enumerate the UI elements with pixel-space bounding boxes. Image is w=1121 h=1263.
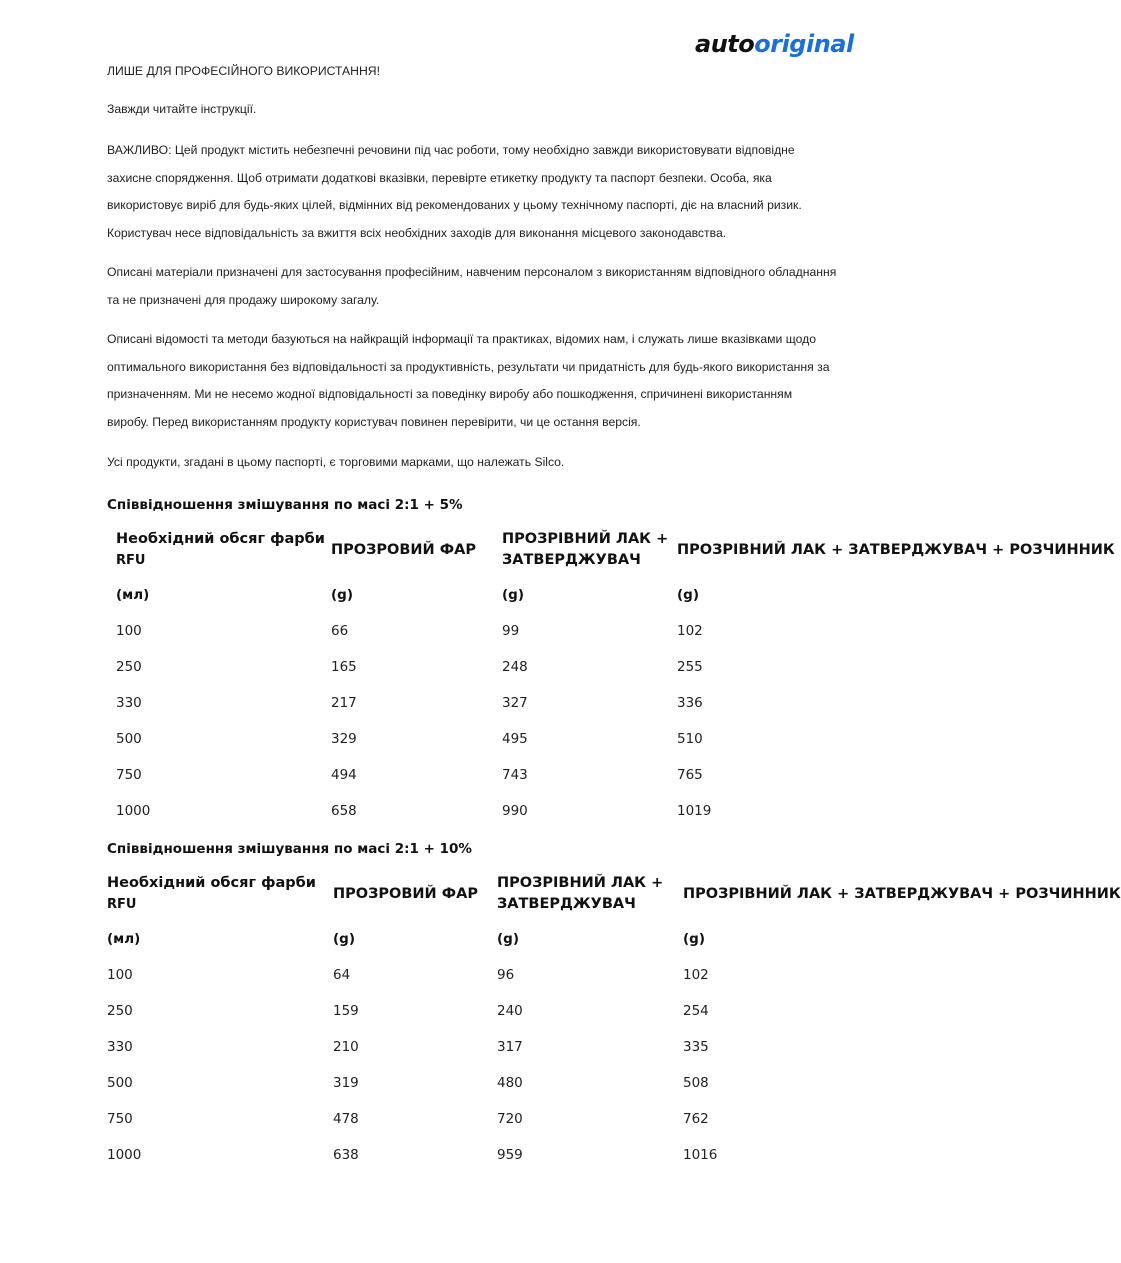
header-clear-lacquer-label: ПРОЗРІВНИЙ ЛАК + [502, 531, 669, 547]
mixing-table-5 [0, 525, 1115, 835]
table-cell: 100 [116, 623, 142, 639]
header-paint-volume-label: Необхідний обсяг фарби [107, 875, 316, 891]
table-row [0, 1075, 894, 1111]
table-cell: 336 [677, 695, 703, 711]
professional-use-notice: ЛИШЕ ДЛЯ ПРОФЕСІЙНОГО ВИКОРИСТАННЯ! [107, 64, 380, 78]
table-row [0, 1147, 894, 1183]
read-instructions-notice: Завжди читайте інструкції. [107, 102, 257, 116]
table-row [0, 967, 894, 1003]
header-clear-coat: ПРОЗРОВИЙ ФАР [333, 886, 478, 902]
table-row [0, 731, 894, 767]
table-row [0, 1039, 894, 1075]
table-cell: 330 [116, 695, 142, 711]
unit-cell: (g) [677, 587, 700, 603]
table-cell: 254 [683, 1003, 709, 1019]
table-cell: 508 [683, 1075, 709, 1091]
table-row [0, 623, 894, 659]
header-clear-lacquer-hardener [497, 873, 663, 915]
header-paint-volume-label: Необхідний обсяг фарби [116, 531, 325, 547]
table-cell: 96 [497, 967, 515, 983]
table-cell: 66 [331, 623, 349, 639]
table-cell: 210 [333, 1039, 359, 1055]
table-cell: 638 [333, 1147, 359, 1163]
header-paint-volume-sub: RFU [116, 553, 146, 568]
materials-intended-paragraph: Описані матеріали призначені для застосування професійним, навченим персоналом з використанням відповідного обладнання та не призначені для продажу широкому загалу. [107, 265, 837, 307]
table-units-row [0, 587, 894, 623]
table-cell: 319 [333, 1075, 359, 1091]
table-cell: 99 [502, 623, 520, 639]
table-cell: 102 [677, 623, 703, 639]
table-cell: 480 [497, 1075, 523, 1091]
table-cell: 990 [502, 803, 528, 819]
table-cell: 255 [677, 659, 703, 675]
table-cell: 250 [116, 659, 142, 675]
table-cell: 495 [502, 731, 528, 747]
table-cell: 1019 [677, 803, 712, 819]
table-cell: 248 [502, 659, 528, 675]
disclaimer-paragraph: Описані відомості та методи базуються на найкращій інформації та практиках, відомих нам, і служать лише вказівками щодо оптимального використання без відповідальності за продуктивність, результати чи придатність для будь-якого використання за призначенням. Ми не несемо жодної відповідальності за поведінку виробу або пошкодження, спричинені використанням виробу. Перед використанням продукту користувач повинен перевірити, чи це остання версія. [107, 332, 830, 430]
header-paint-volume-sub: RFU [107, 897, 137, 912]
unit-cell: (мл) [116, 587, 150, 603]
table-cell: 1000 [107, 1147, 142, 1163]
header-clear-lacquer-sub: ЗАТВЕРДЖУВАЧ [502, 552, 641, 568]
unit-cell: (мл) [107, 931, 141, 947]
table-row [0, 803, 894, 839]
header-paint-volume [107, 873, 316, 915]
table-cell: 500 [116, 731, 142, 747]
table-header-row [0, 869, 1121, 925]
table-cell: 750 [116, 767, 142, 783]
table-cell: 329 [331, 731, 357, 747]
header-clear-lacquer-hardener-thinner: ПРОЗРІВНИЙ ЛАК + ЗАТВЕРДЖУВАЧ + РОЗЧИННИК [677, 542, 1115, 558]
table-cell: 743 [502, 767, 528, 783]
table-cell: 1000 [116, 803, 151, 819]
header-clear-coat: ПРОЗРОВИЙ ФАР [331, 542, 476, 558]
unit-cell: (g) [497, 931, 520, 947]
table-cell: 658 [331, 803, 357, 819]
table-cell: 100 [107, 967, 133, 983]
table-cell: 494 [331, 767, 357, 783]
unit-cell: (g) [683, 931, 706, 947]
table-units-row [0, 931, 894, 967]
table-row [0, 1111, 894, 1147]
header-paint-volume [116, 529, 325, 571]
table-cell: 1016 [683, 1147, 718, 1163]
table-cell: 165 [331, 659, 357, 675]
logo-part-original: original [754, 30, 854, 58]
table-cell: 317 [497, 1039, 523, 1055]
table-cell: 217 [331, 695, 357, 711]
table-cell: 250 [107, 1003, 133, 1019]
table-row [0, 695, 894, 731]
mixing-table-10 [0, 869, 1121, 1179]
table-cell: 64 [333, 967, 351, 983]
table-cell: 750 [107, 1111, 133, 1127]
logo-part-auto: auto [695, 30, 755, 58]
table-cell: 240 [497, 1003, 523, 1019]
autooriginal-logo [695, 30, 854, 58]
mixing-ratio-10-heading: Співвідношення змішування по масі 2:1 + 10% [107, 841, 472, 857]
table-row [0, 767, 894, 803]
header-clear-lacquer-sub: ЗАТВЕРДЖУВАЧ [497, 896, 636, 912]
unit-cell: (g) [331, 587, 354, 603]
header-clear-lacquer-hardener [502, 529, 668, 571]
header-clear-lacquer-label: ПРОЗРІВНИЙ ЛАК + [497, 875, 664, 891]
table-cell: 478 [333, 1111, 359, 1127]
table-header-row [0, 525, 1115, 581]
table-cell: 335 [683, 1039, 709, 1055]
unit-cell: (g) [333, 931, 356, 947]
table-cell: 959 [497, 1147, 523, 1163]
table-cell: 510 [677, 731, 703, 747]
table-cell: 765 [677, 767, 703, 783]
table-row [0, 1003, 894, 1039]
table-cell: 762 [683, 1111, 709, 1127]
table-cell: 159 [333, 1003, 359, 1019]
table-cell: 720 [497, 1111, 523, 1127]
trademarks-paragraph: Усі продукти, згадані в цьому паспорті, є торговими марками, що належать Silco. [107, 455, 565, 469]
mixing-ratio-5-heading: Співвідношення змішування по масі 2:1 + 5% [107, 497, 463, 513]
table-row [0, 659, 894, 695]
header-clear-lacquer-hardener-thinner: ПРОЗРІВНИЙ ЛАК + ЗАТВЕРДЖУВАЧ + РОЗЧИННИК [683, 886, 1121, 902]
table-cell: 102 [683, 967, 709, 983]
table-cell: 327 [502, 695, 528, 711]
unit-cell: (g) [502, 587, 525, 603]
important-warning-paragraph: ВАЖЛИВО: Цей продукт містить небезпечні речовини під час роботи, тому необхідно завжди використовувати відповідне захисне спорядження. Щоб отримати додаткові вказівки, перевірте етикетку продукту та паспорт безпеки. Особа, яка використовує виріб для будь-яких цілей, відмінних від рекомендованих у цьому технічному паспорті, діє на власний ризик. Користувач несе відповідальність за вжиття всіх необхідних заходів для виконання місцевого законодавства. [107, 143, 802, 241]
table-cell: 330 [107, 1039, 133, 1055]
table-cell: 500 [107, 1075, 133, 1091]
